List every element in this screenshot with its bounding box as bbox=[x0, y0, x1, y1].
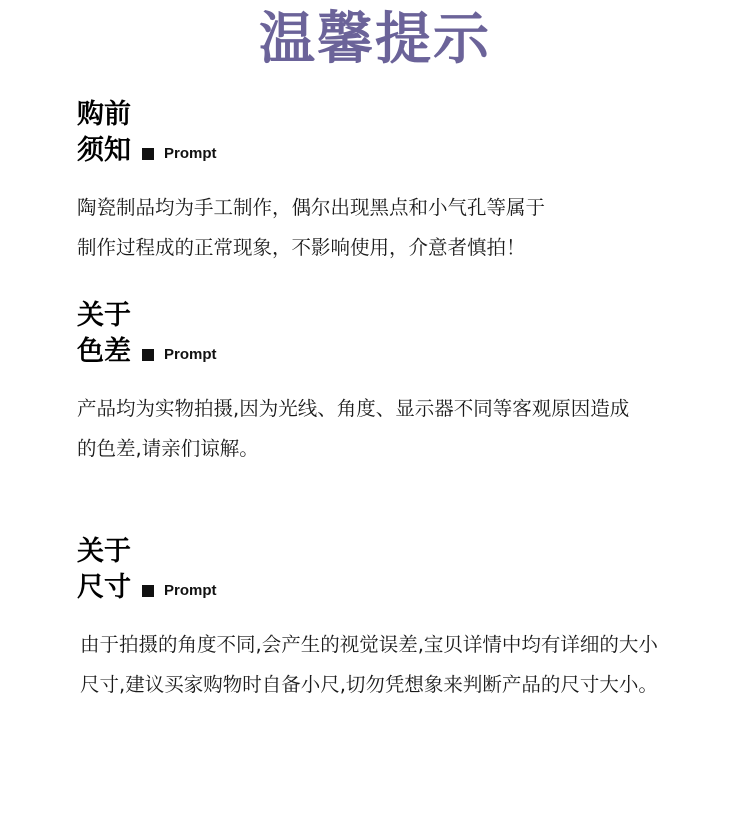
section-body bbox=[80, 625, 737, 705]
page-title: 温馨提示 bbox=[259, 6, 491, 72]
section-size bbox=[77, 535, 737, 705]
prompt-tag: Prompt bbox=[164, 582, 217, 599]
body-line: 陶瓷制品均为手工制作，偶尔出现黑点和小气孔等属于 bbox=[77, 196, 546, 219]
heading-line-1: 关于 bbox=[77, 536, 131, 567]
section-body bbox=[77, 389, 737, 469]
section-before-purchase bbox=[77, 98, 737, 268]
heading-line-2: 色差 bbox=[77, 336, 131, 367]
body-line: 制作过程成的正常现象，不影响使用，介意者慎拍！ bbox=[77, 236, 526, 259]
section-heading bbox=[77, 535, 737, 607]
heading-line-2: 须知 bbox=[77, 135, 131, 166]
section-heading bbox=[77, 98, 737, 170]
section-heading bbox=[77, 299, 737, 371]
body-line: 由于拍摄的角度不同,会产生的视觉误差,宝贝详情中均有详细的大小 bbox=[80, 633, 658, 656]
body-line: 尺寸,建议买家购物时自备小尺,切勿凭想象来判断产品的尺寸大小。 bbox=[80, 673, 658, 696]
section-body bbox=[77, 188, 737, 268]
heading-line-2: 尺寸 bbox=[77, 572, 131, 603]
heading-line-2-row bbox=[77, 568, 737, 607]
square-bullet-icon bbox=[142, 349, 154, 361]
body-line: 产品均为实物拍摄,因为光线、角度、显示器不同等客观原因造成 bbox=[77, 397, 630, 420]
square-bullet-icon bbox=[142, 148, 154, 160]
prompt-tag: Prompt bbox=[164, 145, 217, 162]
heading-line-1: 购前 bbox=[77, 99, 131, 130]
heading-line-2-row bbox=[77, 131, 737, 170]
heading-line-2-row bbox=[77, 332, 737, 371]
heading-line-1: 关于 bbox=[77, 300, 131, 331]
square-bullet-icon bbox=[142, 585, 154, 597]
prompt-tag: Prompt bbox=[164, 346, 217, 363]
section-color-difference bbox=[77, 299, 737, 469]
body-line: 的色差,请亲们谅解。 bbox=[77, 437, 259, 460]
